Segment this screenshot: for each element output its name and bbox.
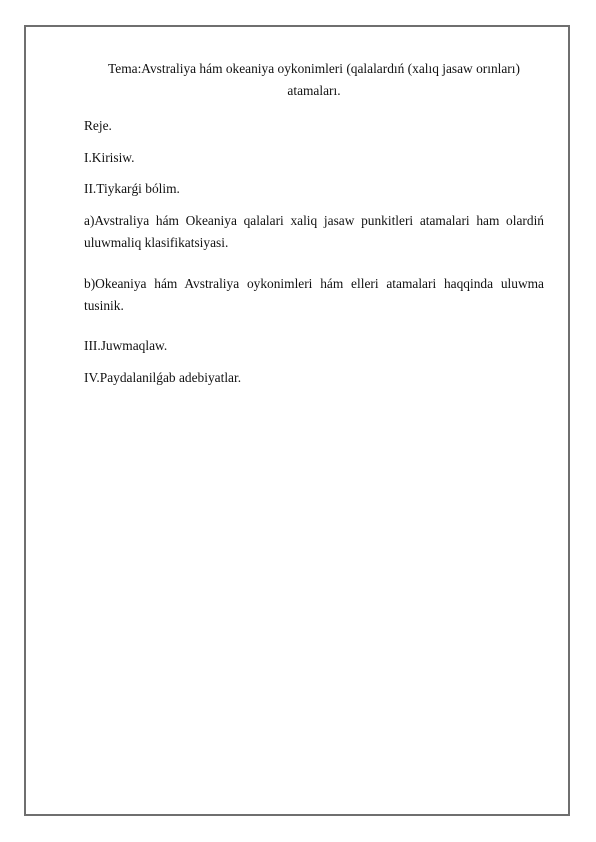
plan-heading: Reje. [84, 118, 112, 133]
document-title [84, 58, 544, 102]
plan-subitem-a-line-1: a)Avstraliya hám Okeaniya qalalari xaliq jasaw punkitleri atamalari ham olardiń [84, 213, 544, 228]
plan-item-conclusion: III.Juwmaqlaw. [84, 338, 168, 353]
page-border [24, 25, 570, 816]
plan-subitem-a-line-2: uluwmaliq klasifikatsiyasi. [84, 235, 229, 250]
plan-item-references: IV.Paydalanilǵab adebiyatlar. [84, 370, 242, 385]
title-line-1: Tema:Avstraliya hám okeaniya oykonimleri (qalalardıń (xalıq jasaw orınları) [108, 61, 520, 76]
plan-subitem-b [84, 273, 544, 317]
plan-subitem-a [84, 210, 544, 254]
plan-subitem-b-line-2: tusinik. [84, 298, 124, 313]
title-line-2: atamaları. [287, 83, 341, 98]
plan-item-main-part: II.Tiykarǵi bólim. [84, 181, 180, 196]
plan-item-introduction: I.Kirisiw. [84, 150, 135, 165]
plan-subitem-b-line-1: b)Okeaniya hám Avstraliya oykonimleri hám elleri atamalari haqqinda uluwma [84, 276, 544, 291]
